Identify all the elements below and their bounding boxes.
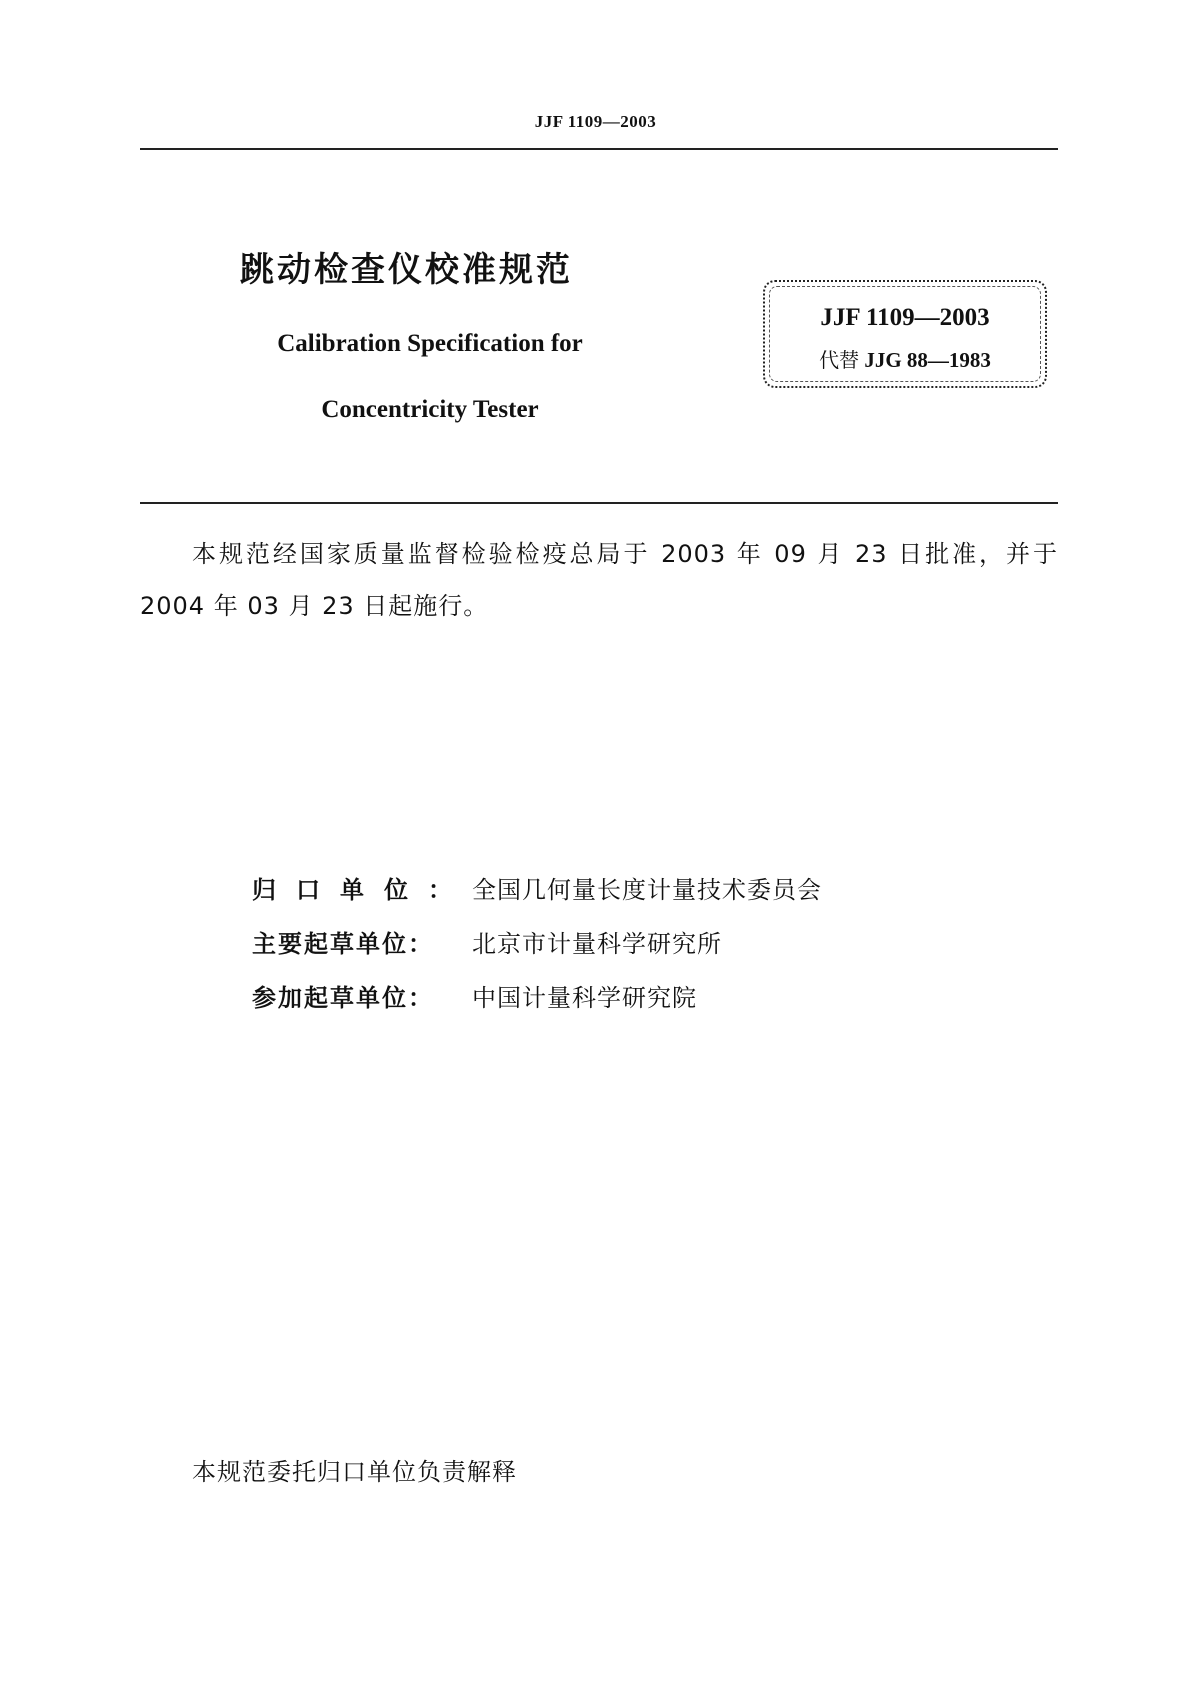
main-drafting-unit-label: 主要起草单位： — [252, 930, 434, 958]
standard-code-box — [763, 280, 1047, 388]
main-drafting-unit-value: 北京市计量科学研究所 — [472, 930, 722, 958]
replaces-prefix: 代替 — [819, 348, 860, 372]
main-drafting-unit-row — [252, 924, 722, 959]
interpretation-note: 本规范委托归口单位负责解释 — [192, 1458, 517, 1486]
responsible-unit-value: 全国几何量长度计量技术委员会 — [472, 876, 822, 904]
responsible-unit-row — [252, 870, 822, 905]
title-chinese: 跳动检查仪校准规范 — [240, 250, 573, 290]
title-english-line2: Concentricity Tester — [321, 396, 539, 423]
title-english-line1: Calibration Specification for — [277, 330, 583, 357]
replaced-standard-code: JJG 88—1983 — [864, 348, 991, 372]
top-divider — [140, 148, 1058, 150]
participating-unit-value: 中国计量科学研究院 — [472, 984, 697, 1012]
participating-unit-label: 参加起草单位： — [252, 984, 434, 1012]
standard-code: JJF 1109—2003 — [820, 304, 990, 331]
participating-unit-row — [252, 978, 697, 1013]
responsible-unit-label: 归口单位： — [252, 876, 472, 904]
header-standard-code: JJF 1109—2003 — [534, 112, 657, 131]
middle-divider — [140, 502, 1058, 504]
replaces-line — [765, 344, 1045, 373]
approval-statement: 本规范经国家质量监督检验检疫总局于 2003 年 09 月 23 日批准，并于 2004 年 03 月 23 日起施行。 — [140, 540, 1058, 620]
